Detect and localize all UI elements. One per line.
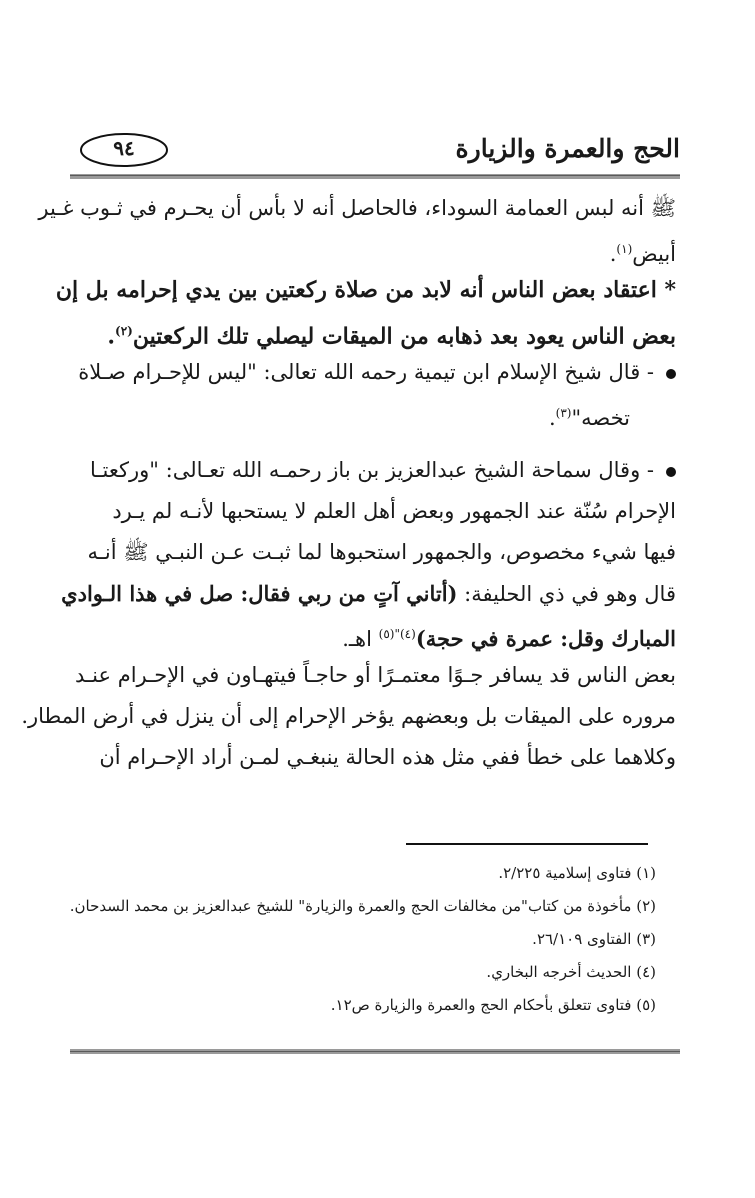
footnote: (٥) فتاوى تتعلق بأحكام الحج والعمرة والزيارة ص١٢.	[330, 996, 656, 1014]
book-title: الحج والعمرة والزيارة	[455, 134, 680, 163]
text-line: الإحرام سُنّة عند الجمهور وبعض أهل العلم لا يستحبها لأنـه لم يـرد	[112, 499, 676, 523]
bullet-icon	[666, 369, 676, 379]
text-segment: .	[107, 323, 116, 350]
text-line: ﷺ أنه لبس العمامة السوداء، فالحاصل أنه لا بأس أن يحـرم في ثـوب غـير	[38, 196, 676, 220]
page-header	[70, 128, 680, 174]
bullet-icon	[666, 467, 676, 477]
footnotes	[69, 857, 656, 1022]
text-line	[61, 573, 676, 614]
footnote-ref: (٣)	[555, 406, 572, 420]
footnote-divider	[406, 843, 648, 845]
footnote-ref: (٤)"(٥)	[378, 627, 416, 641]
main-text	[21, 188, 676, 778]
text-line	[76, 393, 676, 434]
text-line	[76, 311, 676, 352]
text-line: وكلاهما على خطأ ففي مثل هذه الحالة ينبغـي لمـن أراد الإحـرام أن	[99, 745, 676, 769]
footnote: (٢) مأخوذة من كتاب"من مخالفات الحج والعمرة والزيارة" للشيخ عبدالعزيز بن محمد السدحان.	[69, 897, 656, 915]
text-line	[76, 614, 676, 655]
text-segment: بعض الناس يعود بعد ذهابه من الميقات ليصلي تلك الركعتين	[132, 323, 676, 350]
page-number-badge	[78, 130, 170, 170]
page-number: ٩٤	[113, 136, 135, 160]
footnote: (٣) الفتاوى ٢٦/١٠٩.	[532, 930, 656, 948]
footnote-ref: (٢)	[115, 324, 133, 338]
text-segment: .	[548, 406, 556, 430]
bullet-item	[76, 450, 676, 491]
text-line: مروره على الميقات بل وبعضهم يؤخر الإحرام إلى أن ينزل في أرض المطار.	[21, 704, 676, 728]
bullet-item	[76, 352, 676, 393]
section-heading: * اعتقاد بعض الناس أنه لابد من صلاة ركعتين بين يدي إحرامه بل إن	[55, 277, 676, 303]
text-segment: .	[609, 242, 617, 266]
hadith-quote: (أتاني آتٍ من ربي فقال: صل في هذا الـوادي	[61, 581, 458, 606]
hadith-quote: المبارك وقل: عمرة في حجة)	[415, 626, 676, 651]
footnote-ref: (١)	[616, 242, 633, 256]
text-segment: - وقال سماحة الشيخ عبدالعزيز بن باز رحمـه الله تعـالى: "وركعتـا	[90, 458, 654, 482]
text-line: بعض الناس قد يسافر جـوًا معتمـرًا أو حاجـاً فيتهـاون في الإحـرام عنـد	[75, 663, 676, 687]
text-segment: أبيض	[632, 242, 676, 266]
header-divider	[70, 174, 680, 179]
text-line	[76, 229, 676, 270]
text-segment: اهـ.	[342, 627, 379, 651]
text-segment: قال وهو في ذي الحليفة:	[457, 582, 676, 606]
text-segment: تخصه"	[571, 406, 630, 430]
text-segment: - قال شيخ الإسلام ابن تيمية رحمه الله تعالى: "ليس للإحـرام صـلاة	[78, 360, 654, 384]
footer-divider	[70, 1049, 680, 1054]
text-line: فيها شيء مخصوص، والجمهور استحبوها لما ثبـت عـن النبـي ﷺ أنـه	[87, 540, 676, 564]
footnote: (١) فتاوى إسلامية ٢/٢٢٥.	[498, 864, 656, 882]
footnote: (٤) الحديث أخرجه البخاري.	[486, 963, 656, 981]
